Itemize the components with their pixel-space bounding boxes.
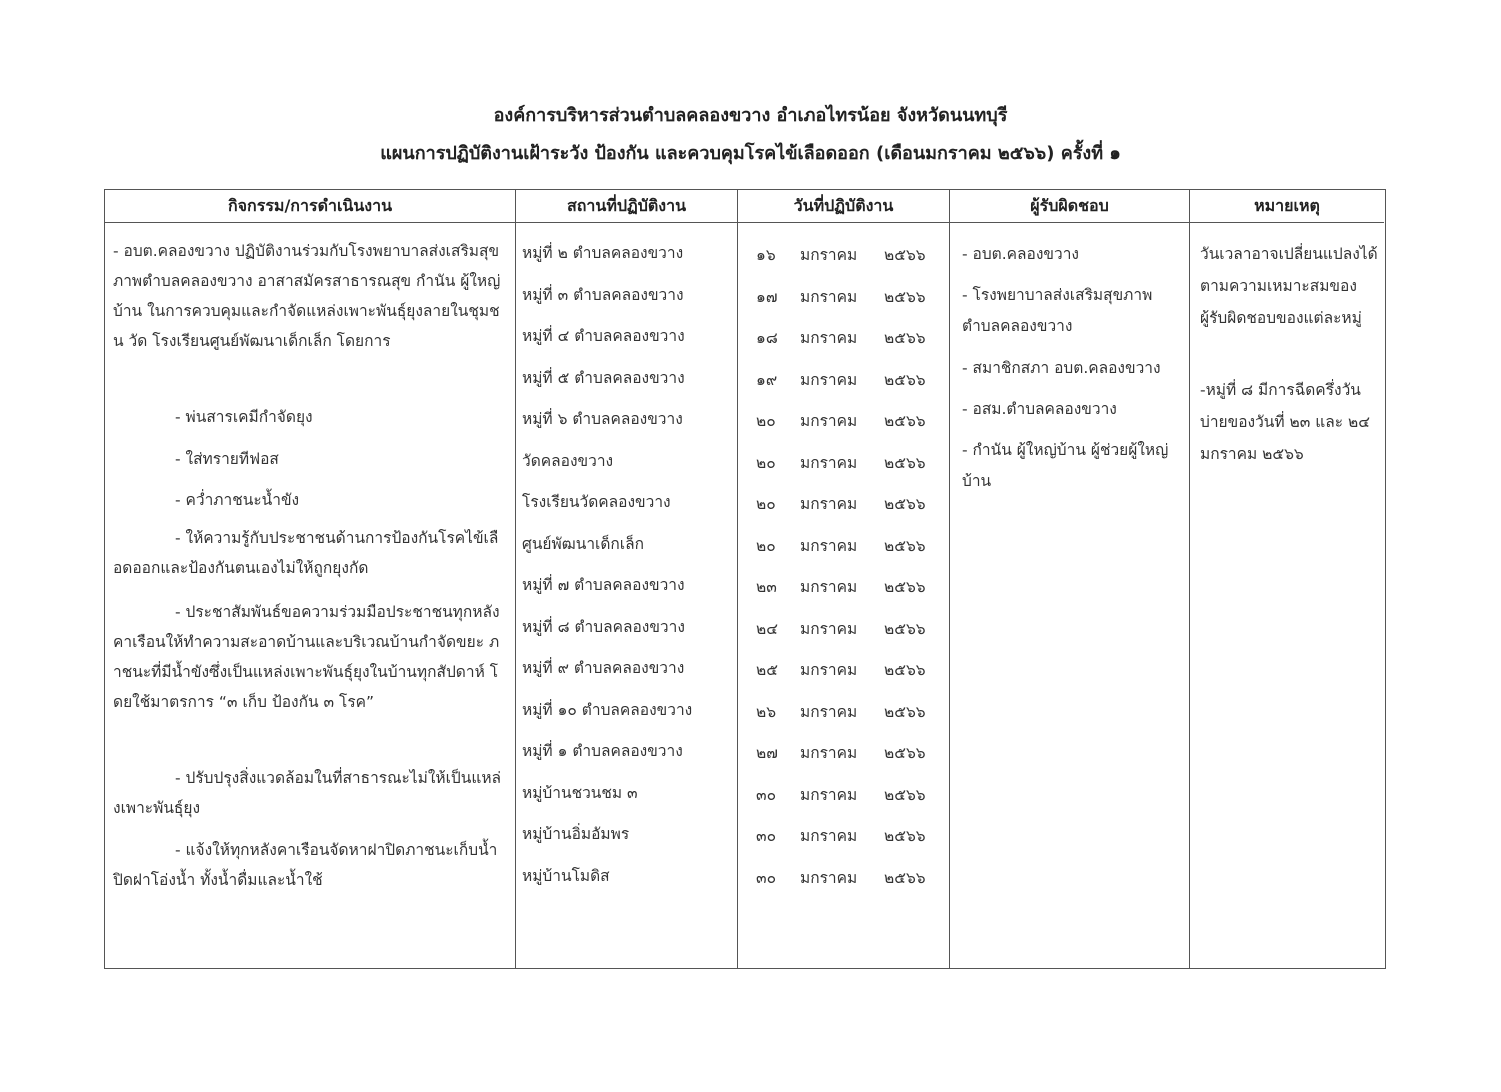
location-column xyxy=(515,190,737,968)
date-day: ๓๐ xyxy=(756,869,777,887)
date-year: ๒๕๖๖ xyxy=(884,620,926,638)
activity-item: - คว่ำภาชนะน้ำขัง xyxy=(175,491,300,509)
responsible-item: - อบต.คลองขวาง xyxy=(962,245,1079,263)
location-cell: หมู่ที่ ๗ ตำบลคลองขวาง xyxy=(522,576,685,594)
remark-item: วันเวลาอาจเปลี่ยนแปลงได้ตามความเหมาะสมของผู้รับผิดชอบของแต่ละหมู่ xyxy=(1200,245,1378,327)
date-month: มกราคม xyxy=(800,537,858,555)
date-year: ๒๕๖๖ xyxy=(884,454,926,472)
date-year: ๒๕๖๖ xyxy=(884,246,926,264)
date-year: ๒๕๖๖ xyxy=(884,869,926,887)
date-day: ๓๐ xyxy=(756,786,777,804)
location-cell: หมู่บ้านโมดิส xyxy=(522,867,610,885)
date-year: ๒๕๖๖ xyxy=(884,288,926,306)
date-year: ๒๕๖๖ xyxy=(884,661,926,679)
date-day: ๑๖ xyxy=(756,246,776,264)
date-month: มกราคม xyxy=(800,288,858,306)
location-cell: วัดคลองขวาง xyxy=(522,452,614,470)
date-month: มกราคม xyxy=(800,744,858,762)
date-day: ๑๘ xyxy=(756,329,778,347)
date-day: ๒๔ xyxy=(756,620,778,638)
date-year: ๒๕๖๖ xyxy=(884,827,926,845)
location-cell: หมู่ที่ ๕ ตำบลคลองขวาง xyxy=(522,369,685,387)
date-month: มกราคม xyxy=(800,329,858,347)
date-year: ๒๕๖๖ xyxy=(884,537,926,555)
date-year: ๒๕๖๖ xyxy=(884,371,926,389)
activity-item: - ใส่ทรายทีฟอส xyxy=(175,450,279,468)
date-month: มกราคม xyxy=(800,620,858,638)
location-cell: หมู่บ้านอิ่มอัมพร xyxy=(522,825,630,843)
document-title-line-1: องค์การบริหารส่วนตำบลคลองขวาง อำเภอไทรน้อย จังหวัดนนทบุรี xyxy=(493,105,1008,126)
date-year: ๒๕๖๖ xyxy=(884,744,926,762)
date-day: ๒๕ xyxy=(756,661,778,679)
date-day: ๒๐ xyxy=(756,495,776,513)
date-day: ๓๐ xyxy=(756,827,777,845)
remark-item: -หมู่ที่ ๘ มีการฉีดครึ่งวันบ่ายของวันที่ ๒๓ และ ๒๔ มกราคม ๒๕๖๖ xyxy=(1200,381,1370,463)
date-day: ๒๐ xyxy=(756,454,776,472)
remarks-column xyxy=(1189,190,1384,968)
location-cell: หมู่บ้านชวนชม ๓ xyxy=(522,784,638,802)
date-month: มกราคม xyxy=(800,246,858,264)
date-day: ๒๐ xyxy=(756,537,776,555)
date-month: มกราคม xyxy=(800,371,858,389)
location-cell: ศูนย์พัฒนาเด็กเล็ก xyxy=(522,535,644,553)
document-title-line-2: แผนการปฏิบัติงานเฝ้าระวัง ป้องกัน และควบคุมโรคไข้เลือดออก (เดือนมกราคม ๒๕๖๖) ครั้งที่ ๑ xyxy=(380,143,1121,164)
date-month: มกราคม xyxy=(800,703,858,721)
location-cell: หมู่ที่ ๘ ตำบลคลองขวาง xyxy=(522,618,685,636)
responsible-item: - อสม.ตำบลคลองขวาง xyxy=(962,400,1117,418)
date-month: มกราคม xyxy=(800,578,858,596)
activity-item: - ปรับปรุงสิ่งแวดล้อมในที่สาธารณะไม่ให้เป็นแหล่งเพาะพันธุ์ยุง xyxy=(113,769,502,817)
plan-table xyxy=(104,189,1386,969)
date-month: มกราคม xyxy=(800,786,858,804)
location-cell: หมู่ที่ ๙ ตำบลคลองขวาง xyxy=(522,659,685,677)
date-month: มกราคม xyxy=(800,454,858,472)
responsible-item: - โรงพยาบาลส่งเสริมสุขภาพตำบลคลองขวาง xyxy=(962,286,1153,335)
date-month: มกราคม xyxy=(800,661,858,679)
date-year: ๒๕๖๖ xyxy=(884,495,926,513)
date-day: ๒๗ xyxy=(756,744,778,762)
date-day: ๑๙ xyxy=(756,371,778,389)
activity-column xyxy=(105,190,515,968)
date-month: มกราคม xyxy=(800,412,858,430)
responsible-item: - สมาชิกสภา อบต.คลองขวาง xyxy=(962,359,1161,377)
date-year: ๒๕๖๖ xyxy=(884,578,926,596)
date-month: มกราคม xyxy=(800,869,858,887)
column-header-activity: กิจกรรม/การดำเนินงาน xyxy=(105,190,515,223)
column-header-date: วันที่ปฏิบัติงาน xyxy=(738,190,949,223)
date-day: ๒๖ xyxy=(756,703,777,721)
location-cell: หมู่ที่ ๑๐ ตำบลคลองขวาง xyxy=(522,701,693,719)
date-day: ๒๓ xyxy=(756,578,777,596)
responsible-column xyxy=(949,190,1189,968)
date-year: ๒๕๖๖ xyxy=(884,786,926,804)
column-header-responsible: ผู้รับผิดชอบ xyxy=(950,190,1189,223)
location-cell: หมู่ที่ ๒ ตำบลคลองขวาง xyxy=(522,244,684,262)
date-year: ๒๕๖๖ xyxy=(884,329,926,347)
date-day: ๒๐ xyxy=(756,412,776,430)
activity-item: - อบต.คลองขวาง ปฏิบัติงานร่วมกับโรงพยาบาลส่งเสริมสุขภาพตำบลคลองขวาง อาสาสมัครสาธารณสุข กำนัน ผู้ใหญ่บ้าน ในการควบคุมและกำจัดแหล่งเพาะพันธุ์ยุงลายในชุมชน วัด โรงเรียนศูนย์พัฒนาเด็กเล็ก โดยการ xyxy=(113,242,501,350)
responsible-item: - กำนัน ผู้ใหญ่บ้าน ผู้ช่วยผู้ใหญ่บ้าน xyxy=(962,441,1169,490)
column-header-location: สถานที่ปฏิบัติงาน xyxy=(516,190,737,223)
activity-item: - ประชาสัมพันธ์ขอความร่วมมือประชาชนทุกหลังคาเรือนให้ทำความสะอาดบ้านและบริเวณบ้านกำจัดขยะ ภาชนะที่มีน้ำขังซึ่งเป็นแหล่งเพาะพันธุ์ยุงในบ้านทุกสัปดาห์ โดยใช้มาตรการ “๓ เก็บ ป้องกัน ๓ โรค” xyxy=(113,603,500,711)
date-year: ๒๕๖๖ xyxy=(884,412,926,430)
column-header-remarks: หมายเหตุ xyxy=(1190,190,1384,223)
activity-item: - ให้ความรู้กับประชาชนด้านการป้องกันโรคไข้เลือดออกและป้องกันตนเองไม่ให้ถูกยุงกัด xyxy=(113,529,499,577)
location-cell: โรงเรียนวัดคลองขวาง xyxy=(522,493,671,511)
location-cell: หมู่ที่ ๔ ตำบลคลองขวาง xyxy=(522,327,685,345)
location-cell: หมู่ที่ ๓ ตำบลคลองขวาง xyxy=(522,286,684,304)
date-day: ๑๗ xyxy=(756,288,778,306)
activity-item: - แจ้งให้ทุกหลังคาเรือนจัดหาฝาปิดภาชนะเก็บน้ำ ปิดฝาโอ่งน้ำ ทั้งน้ำดื่มและน้ำใช้ xyxy=(113,841,498,889)
date-month: มกราคม xyxy=(800,827,858,845)
location-cell: หมู่ที่ ๖ ตำบลคลองขวาง xyxy=(522,410,683,428)
date-month: มกราคม xyxy=(800,495,858,513)
activity-item: - พ่นสารเคมีกำจัดยุง xyxy=(175,408,313,426)
date-year: ๒๕๖๖ xyxy=(884,703,926,721)
location-cell: หมู่ที่ ๑ ตำบลคลองขวาง xyxy=(522,742,683,760)
date-column xyxy=(737,190,949,968)
